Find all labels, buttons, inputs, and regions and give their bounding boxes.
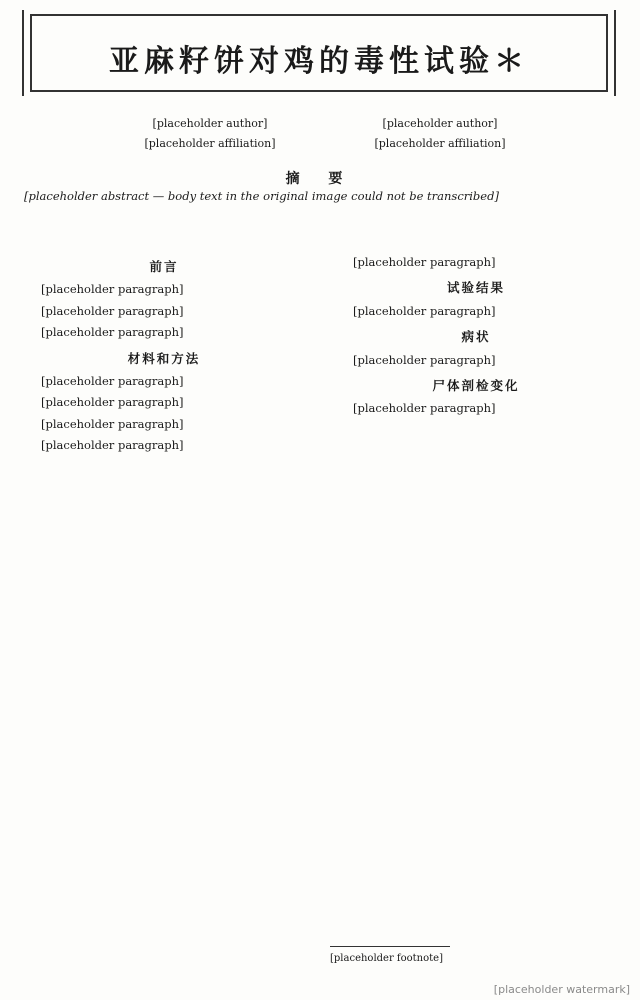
footnote: [placeholder footnote] — [330, 953, 443, 964]
author-name: [placeholder author] — [152, 117, 268, 130]
body-paragraph: [placeholder paragraph] — [41, 282, 184, 297]
title-frame — [30, 14, 608, 92]
author-block-1 — [110, 114, 310, 154]
author-affiliation: [placeholder affiliation] — [144, 137, 276, 150]
right-column — [330, 252, 622, 420]
body-paragraph: [placeholder paragraph] — [353, 401, 496, 416]
author-name: [placeholder author] — [382, 117, 498, 130]
abstract-heading: 摘 要 — [285, 171, 355, 187]
author-affiliation: [placeholder affiliation] — [374, 137, 506, 150]
body-paragraph: [placeholder paragraph] — [41, 325, 184, 340]
body-paragraph: [placeholder paragraph] — [41, 438, 184, 453]
body-paragraph: [placeholder paragraph] — [41, 416, 184, 431]
body-paragraph: [placeholder paragraph] — [353, 303, 496, 318]
watermark: [placeholder watermark] — [493, 983, 630, 996]
section-heading: 病状 — [461, 329, 491, 345]
abstract-text: [placeholder abstract — body text in the original image could not be transcribed] — [24, 189, 499, 203]
section-heading: 尸体剖检变化 — [432, 378, 520, 394]
body-paragraph: [placeholder paragraph] — [41, 395, 184, 410]
paper-title: 亚麻籽饼对鸡的毒性试验＊ — [109, 44, 529, 79]
footnote-divider — [330, 946, 450, 947]
author-block-2 — [330, 114, 550, 154]
body-paragraph: [placeholder paragraph] — [41, 374, 184, 389]
left-column — [18, 252, 310, 457]
body-paragraph: [placeholder paragraph] — [41, 303, 184, 318]
body-paragraph: [placeholder paragraph] — [353, 255, 496, 269]
section-heading: 前言 — [149, 259, 179, 274]
body-paragraph: [placeholder paragraph] — [353, 352, 496, 367]
section-heading: 试验结果 — [446, 280, 505, 296]
section-heading: 材料和方法 — [127, 350, 201, 366]
